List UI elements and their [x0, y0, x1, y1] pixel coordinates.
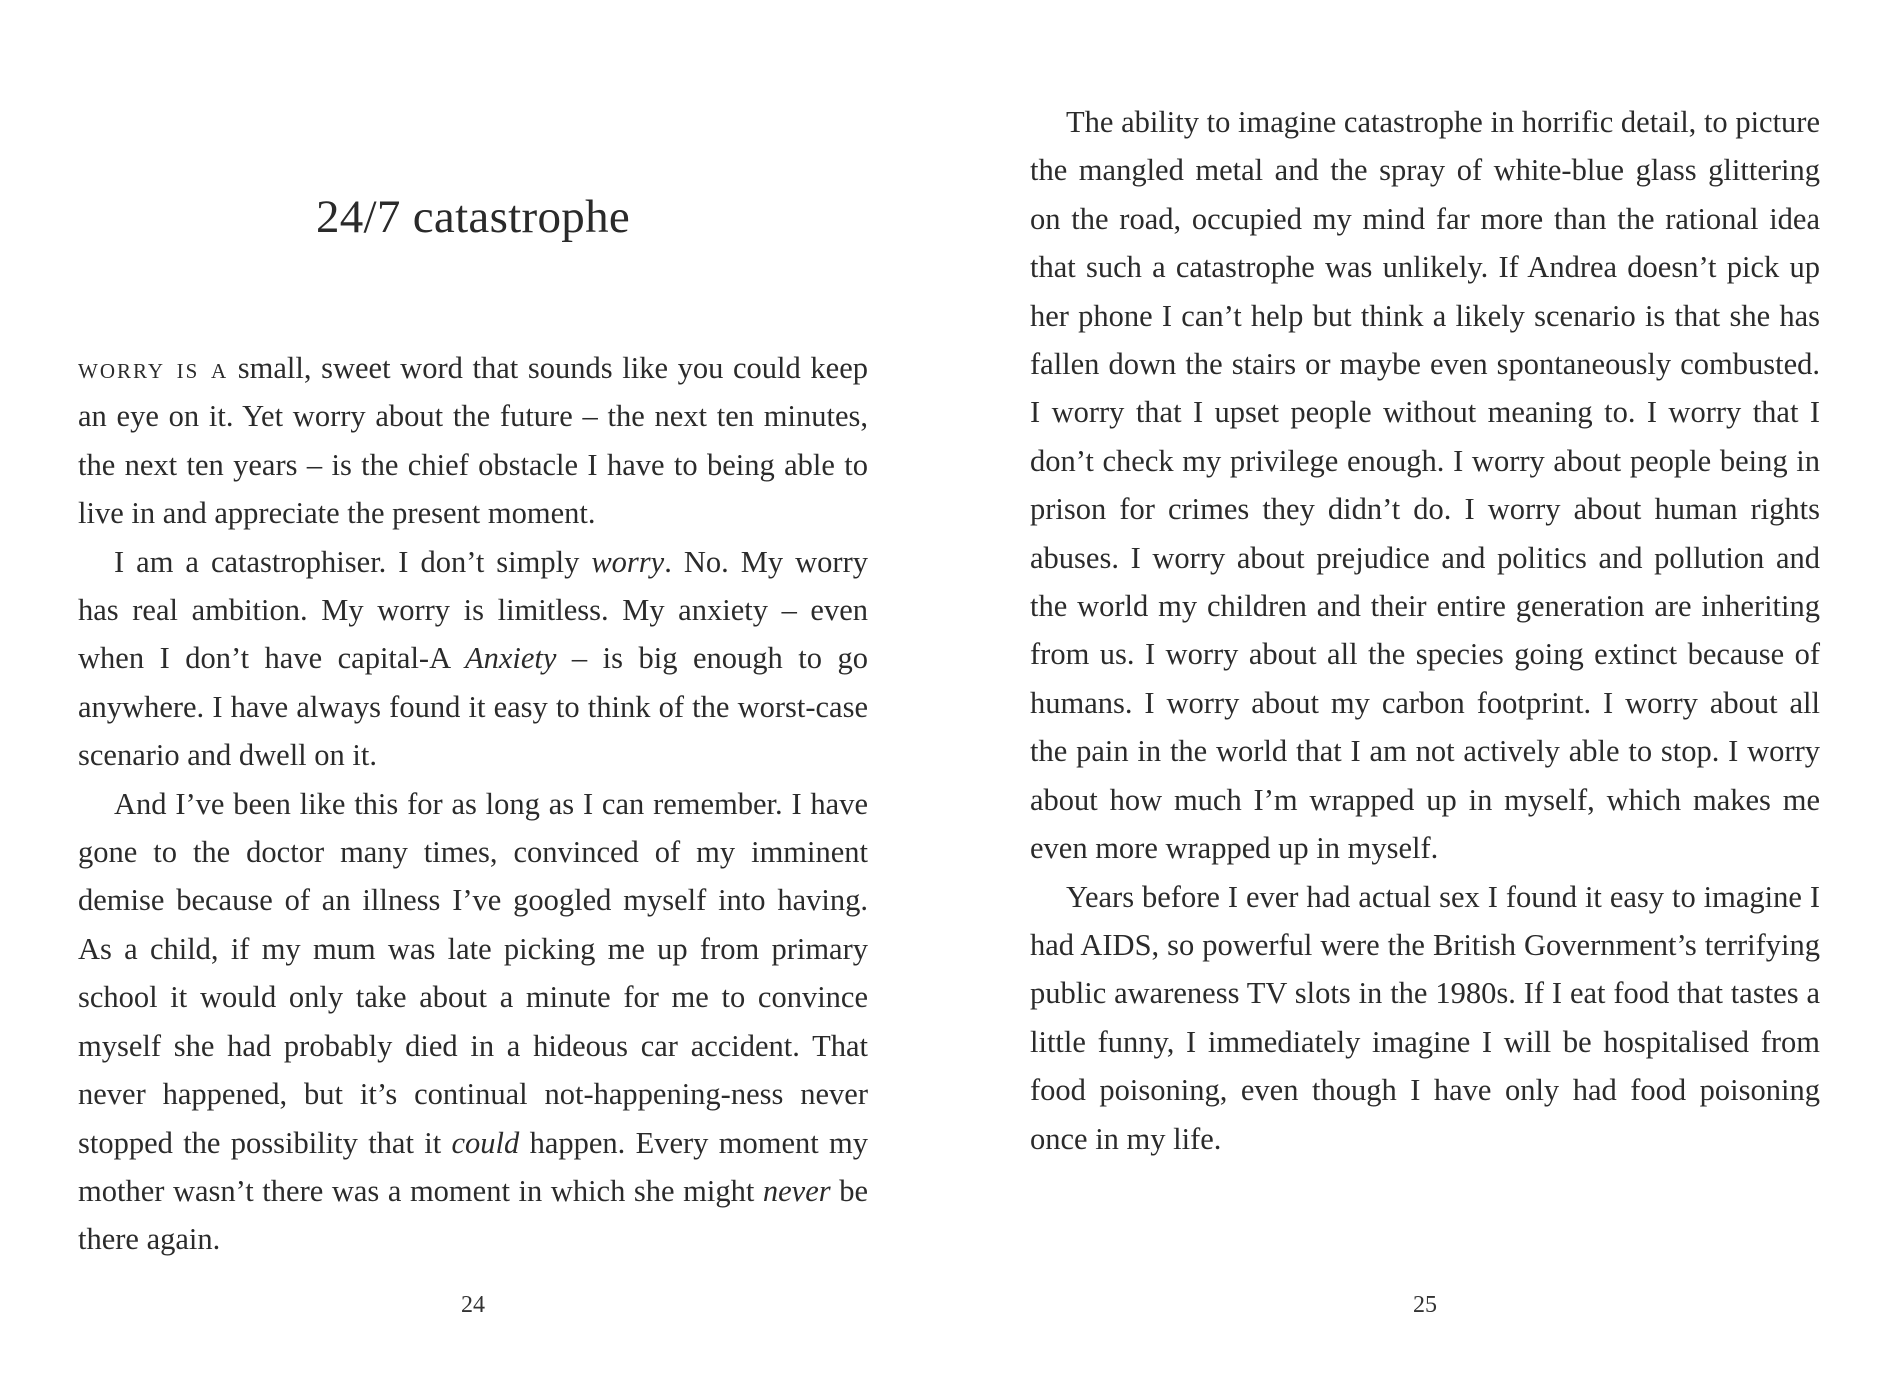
paragraph-4: The ability to imagine catastrophe in horrific detail, to picture the mangled metal and the spray of white-blue glass glittering on the road, occupied my mind far more than the rational idea that such a catastrophe was unlikely. If Andrea doesn’t pick up her phone I can’t help but think a likely scenario is that she has fallen down the stairs or maybe even spontaneously combusted. I worry that I upset people without meaning to. I worry that I don’t check my privilege enough. I worry about people being in prison for crimes they didn’t do. I worry about human rights abuses. I worry about prejudice and politics and pollution and the world my children and their entire generation are inheriting from us. I worry about all the species going extinct because of humans. I worry about my carbon footprint. I worry about all the pain in the world that I am not actively able to stop. I worry about how much I’m wrapped up in myself, which makes me even more wrapped up in myself. [1030, 105, 1820, 866]
chapter-title: 24/7 catastrophe [315, 191, 631, 243]
opening-smallcaps: worry is a [78, 351, 229, 385]
page-number-right: 25 [1413, 1292, 1437, 1318]
paragraph-1-text: small, sweet word that sounds like you could keep an eye on it. Yet worry about the future – the next ten minutes, the next ten years – is the chief obstacle I have to being able to live in and appreciate the present moment. [78, 351, 868, 531]
paragraph-3-text-c: be there again. [78, 1173, 868, 1257]
paragraph-2-text-b: . No. My worry has real ambition. My worry is limitless. My anxiety – even when I don’t have capital-A [78, 544, 868, 676]
paragraph-5: Years before I ever had actual sex I found it easy to imagine I had AIDS, so powerful were the British Government’s terrifying public awareness TV slots in the 1980s. If I eat food that tastes a little funny, I immediately imagine I will be hospitalised from food poisoning, even though I have only had food poisoning once in my life. [1030, 879, 1820, 1156]
right-page [1030, 0, 1820, 1381]
paragraph-2-emphasis-b: Anxiety [464, 641, 557, 676]
paragraph-1 [78, 344, 868, 538]
paragraph-2-emphasis-a: worry [591, 544, 665, 579]
paragraph-3-emphasis-b: never [762, 1173, 831, 1208]
page-number-left: 24 [461, 1292, 485, 1318]
paragraph-2 [78, 538, 868, 780]
paragraph-2-text-c: – is big enough to go anywhere. I have always found it easy to think of the worst-case scenario and dwell on it. [78, 641, 868, 773]
paragraph-3-text-a: And I’ve been like this for as long as I can remember. I have gone to the doctor many times, convinced of my imminent demise because of an illness I’ve googled myself into having. As a child, if my mum was late picking me up from primary school it would only take about a minute for me to convince myself she had probably died in a hideous car accident. That never happened, but it’s continual not-happening-ness never stopped the possibility that it [78, 786, 868, 1160]
right-page-body [1030, 98, 1820, 1163]
paragraph-3-text-b: happen. Every moment my mother wasn’t there was a moment in which she might [78, 1125, 868, 1208]
paragraph-2-text-a: I am a catastrophiser. I don’t simply [114, 544, 592, 579]
left-page-body [78, 344, 868, 1264]
paragraph-3-emphasis-a: could [451, 1125, 520, 1160]
paragraph-3 [78, 780, 868, 1264]
left-page [78, 0, 868, 1381]
